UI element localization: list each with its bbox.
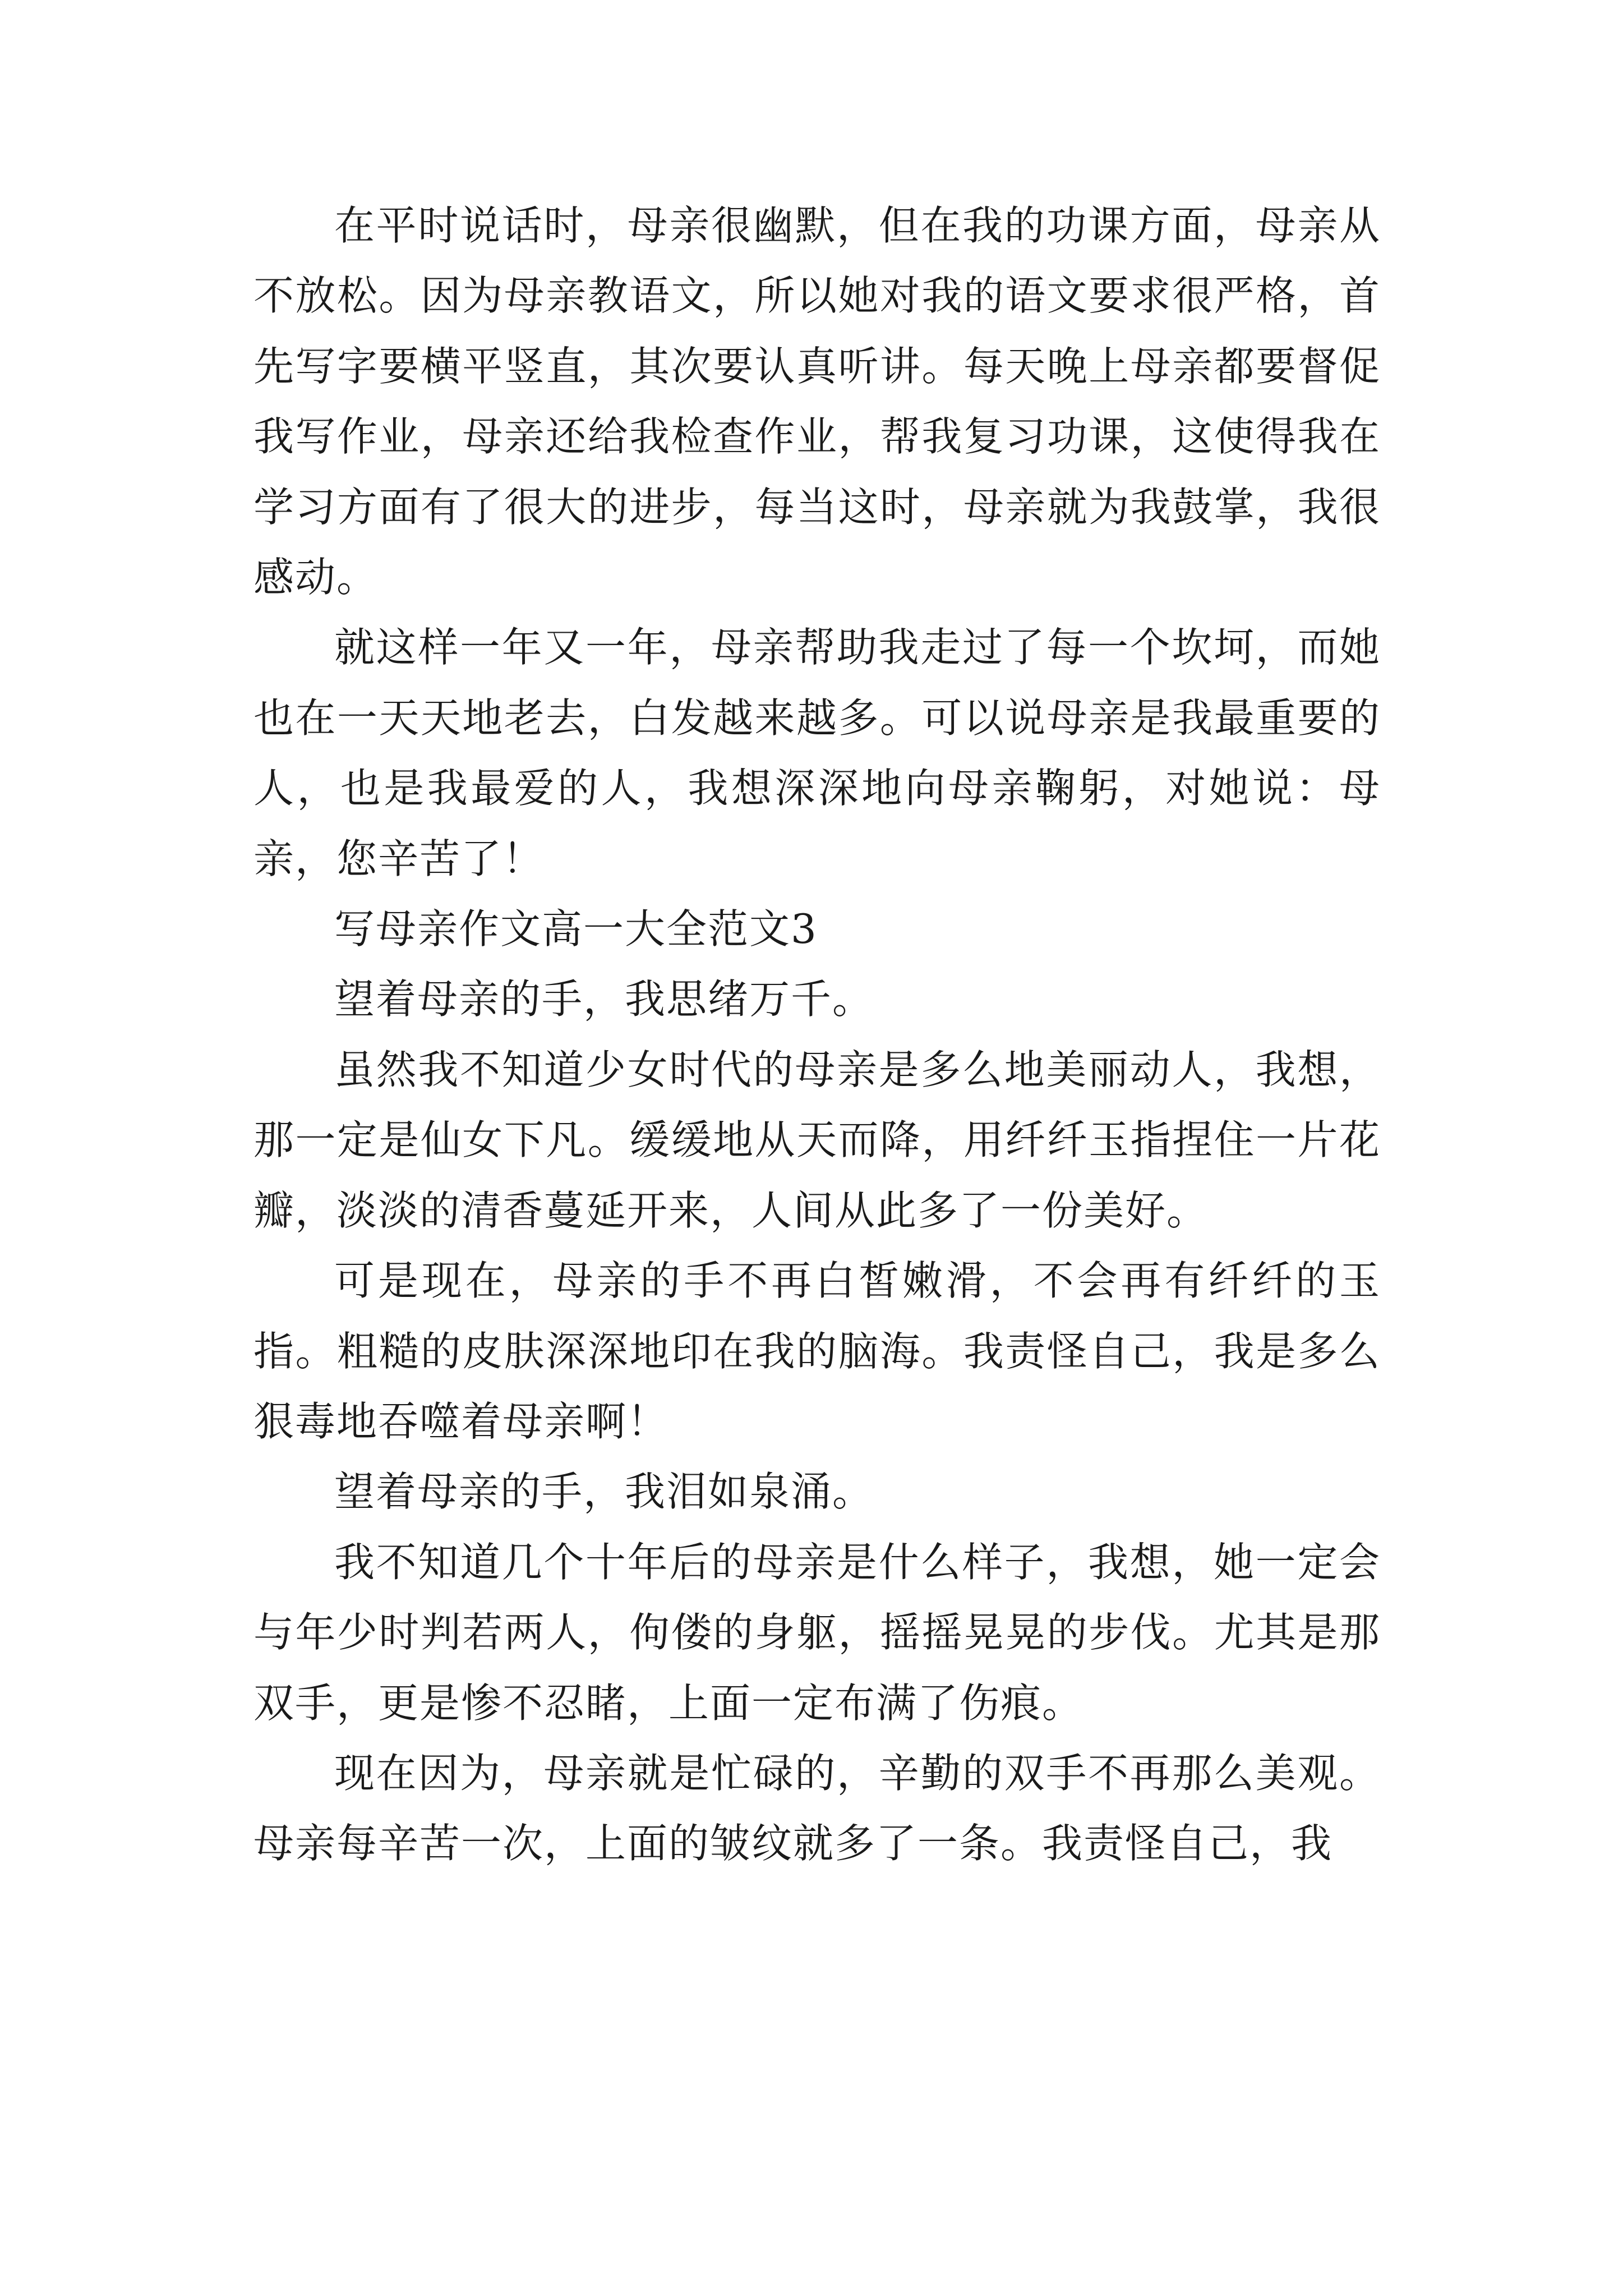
paragraph-year-after-year: 就这样一年又一年，母亲帮助我走过了每一个坎坷，而她也在一天天地老去，白发越来越多。可以说母亲是我最重要的人，也是我最爱的人，我想深深地向母亲鞠躬，对她说：母亲，您辛苦了！ [253, 624, 1381, 882]
paragraph-rough-hands: 可是现在，母亲的手不再白皙嫩滑，不会再有纤纤的玉指。粗糙的皮肤深深地印在我的脑海。我责怪自己，我是多么狠毒地吞噬着母亲啊！ [253, 1257, 1381, 1445]
paragraph-busy-hands: 现在因为，母亲就是忙碌的，辛勤的双手不再那么美观。母亲每辛苦一次，上面的皱纹就多了一条。我责怪自己，我 [253, 1749, 1381, 1867]
section-heading: 写母亲作文高一大全范文3 [334, 905, 818, 953]
paragraph-young-mother: 虽然我不知道少女时代的母亲是多么地美丽动人，我想，那一定是仙女下凡。缓缓地从天而降，用纤纤玉指捏住一片花瓣，淡淡的清香蔓延开来，人间从此多了一份美好。 [253, 1046, 1381, 1234]
paragraph-looking-at-hands-1: 望着母亲的手，我思绪万千。 [334, 976, 874, 1023]
paragraph-looking-at-hands-2: 望着母亲的手，我泪如泉涌。 [334, 1468, 874, 1516]
paragraph-future-mother: 我不知道几个十年后的母亲是什么样子，我想，她一定会与年少时判若两人，佝偻的身躯，摇摇晃晃的步伐。尤其是那双手，更是惨不忍睹，上面一定布满了伤痕。 [253, 1538, 1381, 1727]
paragraph-homework-help: 在平时说话时，母亲很幽默，但在我的功课方面，母亲从不放松。因为母亲教语文，所以她对我的语文要求很严格，首先写字要横平竖直，其次要认真听讲。每天晚上母亲都要督促我写作业，母亲还给我检查作业，帮我复习功课，这使得我在学习方面有了很大的进步，每当这时，母亲就为我鼓掌，我很感动。 [253, 202, 1381, 601]
document-body [253, 191, 1381, 1879]
